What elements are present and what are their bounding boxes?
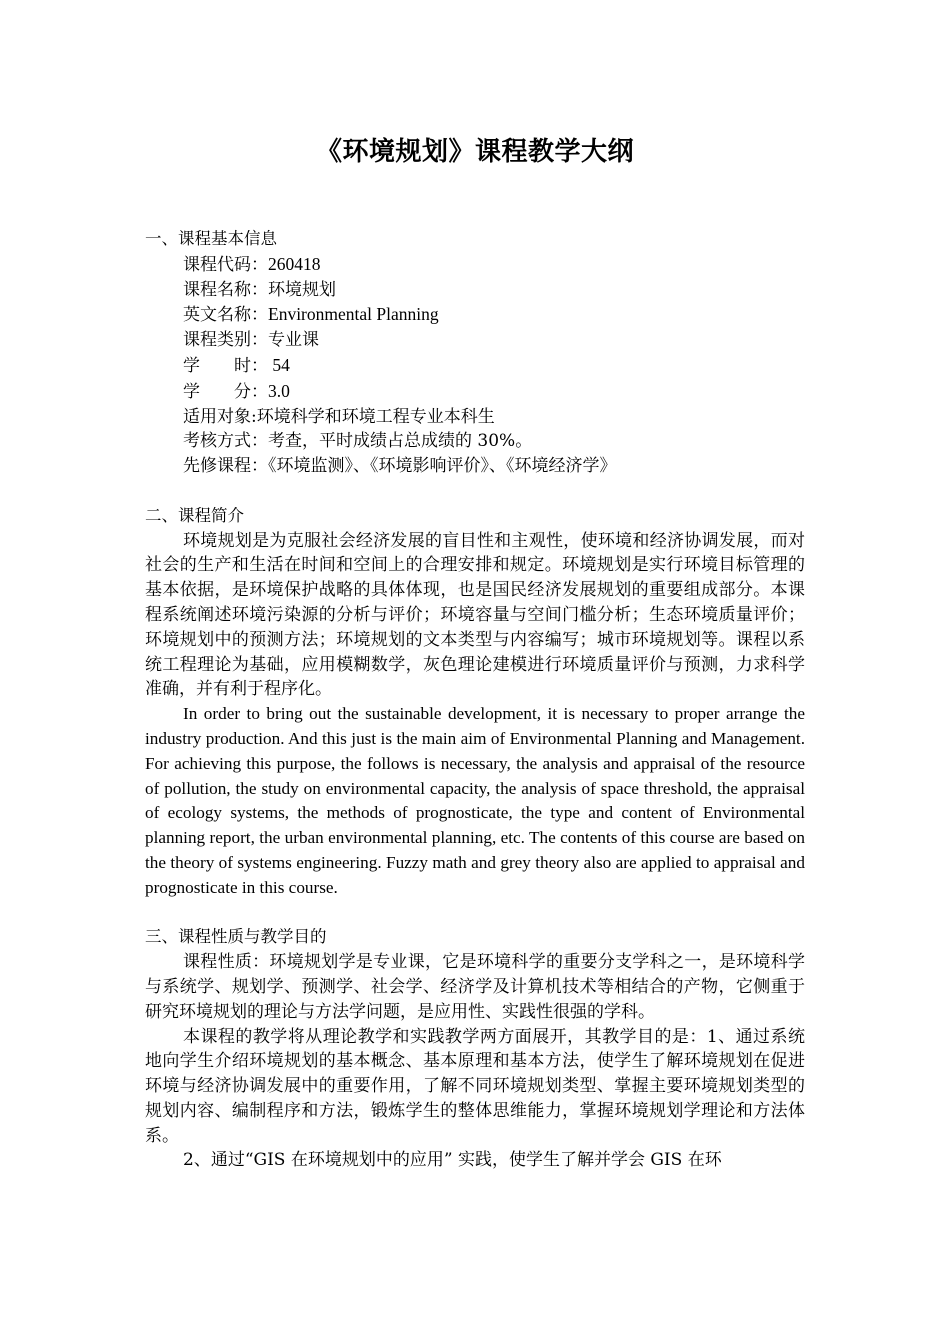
purpose-paragraph: 本课程的教学将从理论教学和实践教学两方面展开，其教学目的是：1、通过系统地向学生介绍环境规划的基本概念、基本原理和基本方法，使学生了解环境规划在促进环境与经济协调发展中的重要作用，了解不同环境规划类型、掌握主要环境规划类型的规划内容、编制程序和方法，锻炼学生的整体思维能力，掌握环境规划学理论和方法体系。 (145, 1026, 805, 1146)
info-label: 先修课程： (183, 456, 268, 477)
section-heading-nature-purpose: 三、课程性质与教学目的 (145, 927, 327, 947)
info-value: 考查，平时成绩占总成绩的 30%。 (268, 431, 533, 452)
info-course-type (145, 328, 805, 353)
info-label: 课程代码： (183, 254, 268, 275)
info-value: 环境规划 (268, 279, 336, 300)
intro-paragraph-english: In order to bring out the sustainable development, it is necessary to proper arrange the industry production. And this just is the main aim of Environmental Planning and Management. For achieving this purpose, the follows is necessary, the analysis and appraisal of the resource of pollution, the study on environmental capacity, the analysis of space threshold, the appraisal of ecology systems, the methods of prognosticate, the type and content of Environmental planning report, the urban environmental planning, etc. The contents of this course are based on the theory of systems engineering. Fuzzy math and grey theory also are applied to appraisal and prognosticate in this course. (145, 704, 805, 897)
info-label: 学 时： (183, 355, 268, 376)
info-label: 适用对象: (183, 406, 257, 427)
section-heading-basic-info: 一、课程基本信息 (145, 229, 277, 248)
info-english-name (145, 302, 805, 328)
nature-paragraph: 课程性质：环境规划学是专业课，它是环境科学的重要分支学科之一，是环境科学与系统学、规划学、预测学、社会学、经济学及计算机技术等相结合的产物，它侧重于研究环境规划的理论与方法学问题，是应用性、实践性很强的学科。 (145, 952, 805, 1022)
info-label: 英文名称： (183, 305, 268, 326)
info-value: 3.0 (268, 380, 290, 401)
info-label: 学 分： (183, 381, 268, 402)
info-course-name (145, 278, 805, 303)
intro-paragraph-chinese: 环境规划是为克服社会经济发展的盲目性和主观性，使环境和经济协调发展，而对社会的生产和生活在时间和空间上的合理安排和规定。环境规划是实行环境目标管理的基本依据，是环境保护战略的具体体现，也是国民经济发展规划的重要组成部分。本课程系统阐述环境污染源的分析与评价；环境容量与空间门槛分析；生态环境质量评价；环境规划中的预测方法；环境规划的文本类型与内容编写；城市环境规划等。课程以系统工程理论为基础，应用模糊数学，灰色理论建模进行环境质量评价与预测，力求科学准确，并有利于程序化。 (145, 530, 805, 700)
info-credits (145, 379, 805, 405)
practice-paragraph: 2、通过“GIS 在环境规划中的应用” 实践，使学生了解并学会 GIS 在环 (183, 1150, 722, 1171)
page-title: 《环境规划》课程教学大纲 (315, 137, 634, 167)
info-assessment (145, 429, 805, 454)
section-heading-intro: 二、课程简介 (145, 505, 244, 525)
info-value: 54 (268, 354, 290, 375)
info-course-code (145, 252, 805, 278)
info-value: 《环境监测》、《环境影响评价》、《环境经济学》 (268, 456, 617, 477)
info-value: Environmental Planning (268, 304, 439, 325)
info-value: 260418 (268, 253, 321, 274)
info-label: 课程名称： (183, 279, 268, 300)
document-body (145, 227, 805, 1173)
info-prerequisites (145, 454, 805, 479)
info-hours (145, 353, 805, 379)
info-value: 环境科学和环境工程专业本科生 (256, 406, 495, 427)
info-audience (145, 405, 805, 430)
info-label: 课程类别： (183, 330, 268, 351)
info-label: 考核方式： (183, 431, 268, 452)
info-value: 专业课 (268, 330, 319, 351)
